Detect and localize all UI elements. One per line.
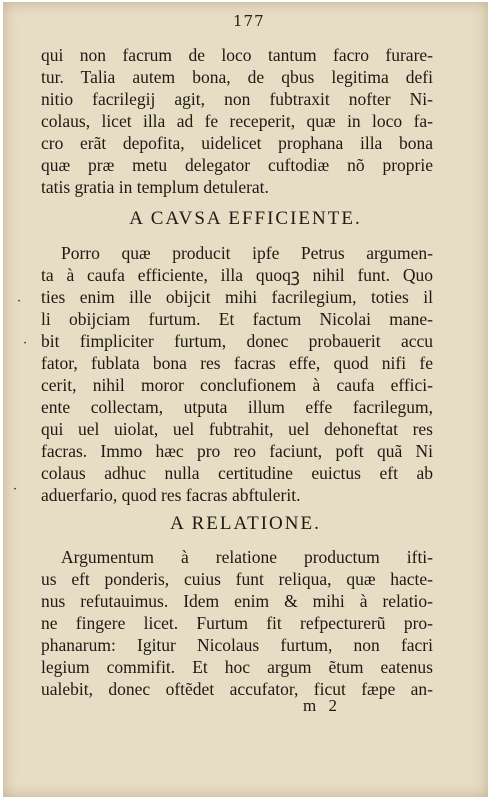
margin-dot-mark: · xyxy=(23,336,28,351)
text-line: fator, fublata bona res facras effe, quod nifi fe xyxy=(41,353,433,373)
text-line: colaus, licet illa ad fe receperit, quæ in loco fa- xyxy=(41,111,433,131)
text-line: colaus adhuc nulla certitudine euictus eft ab xyxy=(41,463,433,483)
text-line: Argumentum à relatione productum ifti- xyxy=(61,547,433,567)
text-line: ne fingere licet. Furtum fit refpecturerũ pro- xyxy=(41,613,433,633)
text-line: tur. Talia autem bona, de qbus legitima defi xyxy=(41,67,433,87)
text-line: li obijciam furtum. Et factum Nicolai mane- xyxy=(41,309,433,329)
section-heading: A RELATIONE. xyxy=(170,513,321,534)
text-line: phanarum: Igitur Nicolaus furtum, non facri xyxy=(41,635,433,655)
text-line: bit fimpliciter furtum, donec probauerit accu xyxy=(41,331,433,351)
text-line: cro erãt depofita, uidelicet prophana illa bona xyxy=(41,133,433,153)
text-line: nus refutauimus. Idem enim & mihi à relatio- xyxy=(41,591,433,611)
margin-dot-mark: · xyxy=(17,294,22,309)
text-line: qui non facrum de loco tantum facro furare- xyxy=(41,45,433,65)
text-line: quæ præ metu delegator cuftodiæ nõ proprie xyxy=(41,155,433,175)
text-line: legium commifit. Et hoc argum ẽtum eatenus xyxy=(41,657,433,677)
text-line: ualebit, donec oftẽdet accufator, ficut fæpe an- xyxy=(41,679,433,699)
text-line: cerit, nihil moror conclufionem à caufa effici- xyxy=(41,375,433,395)
margin-dot-mark: · xyxy=(13,482,18,497)
text-line: nitio facrilegij agit, non fubtraxit nofter Ni- xyxy=(41,89,433,109)
book-page xyxy=(3,2,488,797)
text-line: facras. Immo hæc pro reo faciunt, poft quã Ni xyxy=(41,441,433,461)
text-line: ente collectam, utputa illum effe facrilegum, xyxy=(41,397,433,417)
section-heading: A CAVSA EFFICIENTE. xyxy=(129,208,362,229)
text-line: tatis gratia in templum detulerat. xyxy=(41,177,269,197)
signature-mark: m 2 xyxy=(303,696,341,715)
text-line: ties enim ille obijcit mihi facrilegium, toties il xyxy=(41,287,433,307)
text-line: Porro quæ producit ipfe Petrus argumen- xyxy=(61,243,433,263)
text-line: us eft ponderis, cuius funt reliqua, quæ hacte- xyxy=(41,569,433,589)
page-number: 177 xyxy=(233,12,265,30)
text-line: qui uel uiolat, uel fubtrahit, uel dehoneftat res xyxy=(41,419,433,439)
text-line: ta à caufa efficiente, illa quoqꝫ nihil funt. Quo xyxy=(41,265,433,285)
text-line: aduerfario, quod res facras abftulerit. xyxy=(41,485,301,505)
